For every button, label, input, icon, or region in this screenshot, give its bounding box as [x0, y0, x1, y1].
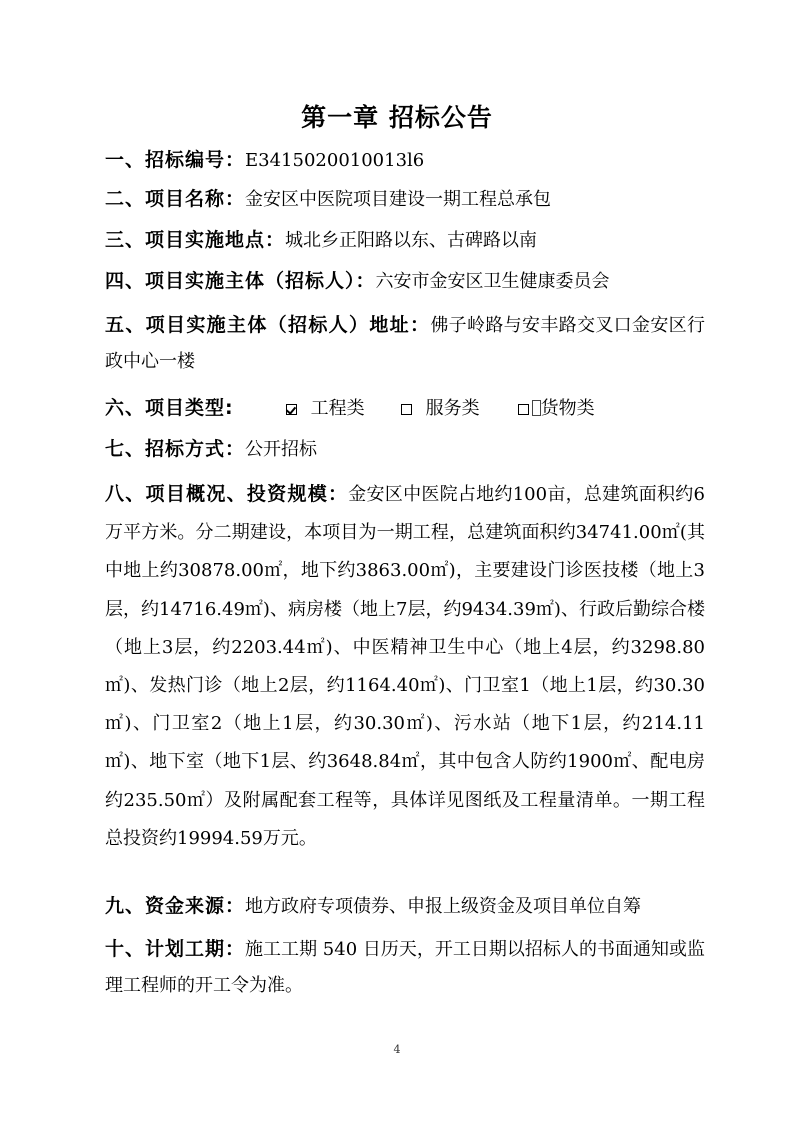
tenderer-address-value: 佛子岭路与安丰路交叉口金安区行政中心一楼: [105, 315, 705, 372]
tenderer-label: 四、项目实施主体（招标人）：: [105, 270, 376, 292]
schedule-paragraph: [105, 931, 705, 1004]
project-name-label: 二、项目名称：: [105, 188, 246, 210]
funding-source-value: 地方政府专项债券、申报上级资金及项目单位自筹: [245, 896, 642, 917]
project-location-value: 城北乡正阳路以东、古碑路以南: [285, 230, 538, 251]
project-overview-value: 金安区中医院占地约100亩，总建筑面积约6万平方米。分二期建设，本项目为一期工程，总建筑面积约34741.00㎡(其中地上约30878.00㎡，地下约3863.00㎡)，主要建设门诊医技楼（地上3层，约14716.49㎡)、病房楼（地上7层，约9434.39㎡)、行政后勤综合楼（地上3层，约2203.44㎡)、中医精神卫生中心（地上4层，约3298.80㎡)、发热门诊（地上2层，约1164.40㎡)、门卫室1（地上1层，约30.30㎡)、门卫室2（地上1层，约30.30㎡)、污水站（地下1层，约214.11㎡)、地下室（地下1层、约3648.84㎡，其中包含人防约1900㎡、配电房约235.50㎡）及附属配套工程等，具体详见图纸及工程量清单。一期工程总投资约19994.59万元。: [105, 484, 705, 849]
schedule-label: 十、计划工期：: [105, 938, 246, 960]
missing-glyph-box: [532, 400, 541, 416]
page-number: 4: [393, 1043, 401, 1056]
bid-number-value: E3415020010013l6: [245, 150, 425, 171]
project-type-line: [105, 390, 705, 427]
tenderer-address-paragraph: [105, 307, 705, 380]
bid-number-label: 一、招标编号：: [105, 149, 246, 171]
tender-method-value: 公开招标: [245, 439, 318, 460]
funding-source-label: 九、资金来源：: [105, 895, 246, 917]
project-overview-label: 八、项目概况、投资规模：: [105, 483, 349, 505]
funding-source-line: [105, 888, 705, 925]
bid-number-line: [105, 142, 705, 179]
project-overview-paragraph: [105, 475, 705, 858]
schedule-value: 施工工期 540 日历天，开工日期以招标人的书面通知或监理工程师的开工令为准。: [105, 939, 705, 996]
tender-method-label: 七、招标方式：: [105, 438, 246, 460]
tender-method-line: [105, 431, 705, 468]
service-checkbox[interactable]: [401, 404, 412, 415]
engineering-option-label: 工程类: [310, 398, 365, 419]
service-option-label: 服务类: [425, 398, 480, 419]
tenderer-address-label: 五、项目实施主体（招标人）地址：: [105, 314, 431, 336]
engineering-checkbox-checked[interactable]: [286, 404, 297, 415]
goods-checkbox[interactable]: [518, 404, 529, 415]
tenderer-line: [105, 263, 705, 300]
chapter-title: 第一章 招标公告: [301, 103, 493, 132]
project-type-label: 六、项目类型:: [105, 397, 234, 419]
goods-option-label: 货物类: [540, 398, 595, 419]
project-location-label: 三、项目实施地点：: [105, 229, 286, 251]
project-name-value: 金安区中医院项目建设一期工程总承包: [245, 189, 552, 210]
project-name-line: [105, 181, 705, 218]
tenderer-value: 六安市金安区卫生健康委员会: [375, 271, 610, 292]
project-location-line: [105, 222, 705, 259]
